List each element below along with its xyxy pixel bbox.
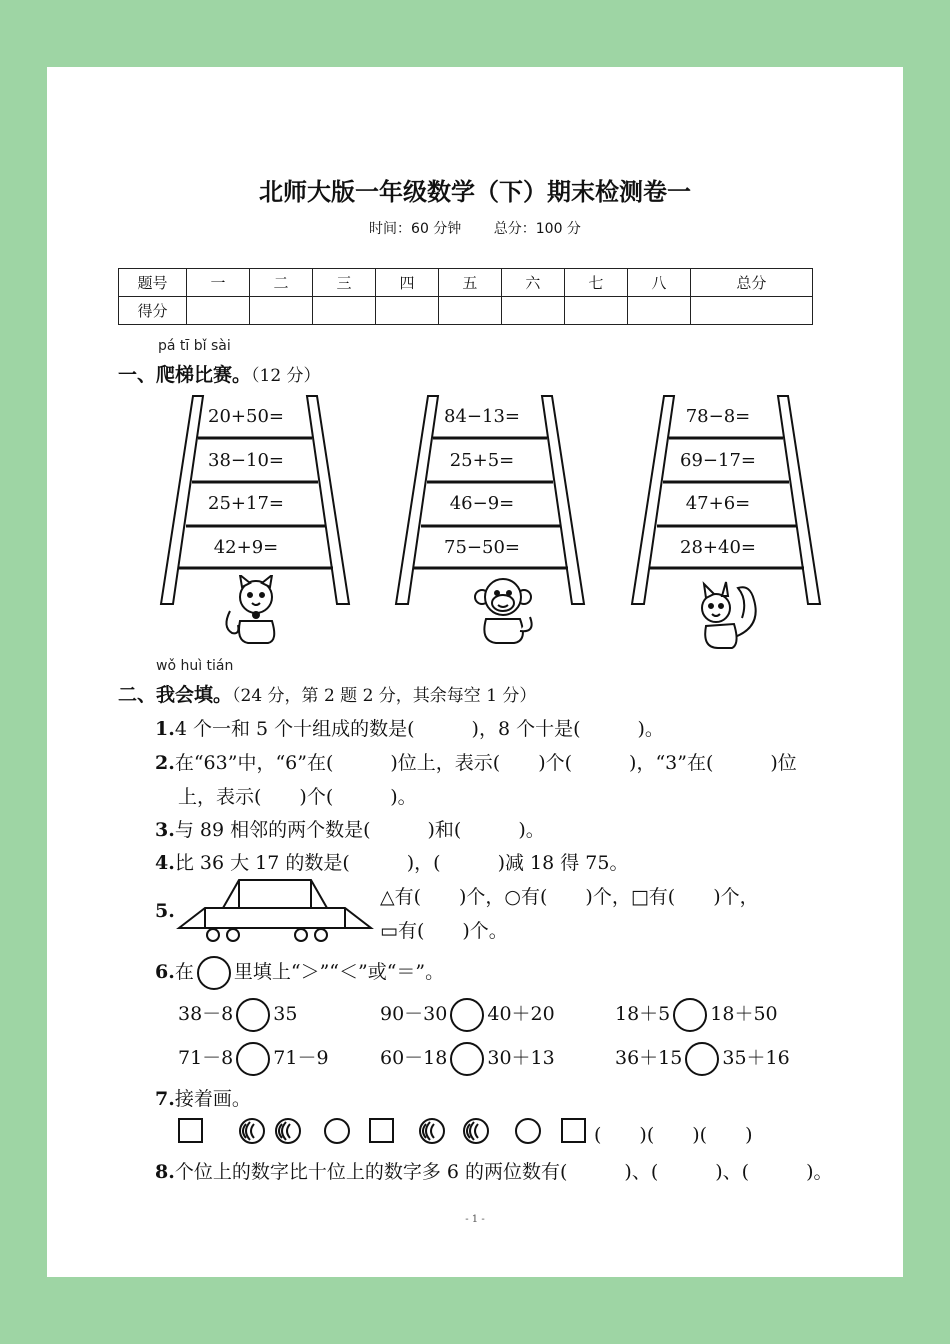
ladder1-rung: 38−10= — [208, 450, 284, 471]
score-header-cell: 八 — [627, 269, 690, 297]
question-2-line2: 上，表示( )个( )。 — [178, 786, 417, 808]
question-7 — [155, 1084, 251, 1111]
score-header-cell: 四 — [375, 269, 438, 297]
page-number: - 1 - — [465, 1214, 485, 1225]
score-input-cell[interactable] — [564, 297, 627, 325]
square-icon — [179, 1119, 202, 1142]
score-input-cell[interactable] — [312, 297, 375, 325]
question-text: 在“63”中，“6”在( )位上，表示( )个( )，“3”在( )位 — [174, 752, 797, 774]
car-shape-figure — [175, 876, 375, 944]
score-header-cell: 七 — [564, 269, 627, 297]
score-table-score-row — [119, 297, 813, 325]
answer-circle[interactable] — [685, 1042, 719, 1076]
question-5-line1: △有( )个，○有( )个，□有( )个， — [380, 886, 759, 908]
compare-item: 36＋15 35＋16 — [615, 1042, 790, 1076]
question-5-number: 5. — [155, 900, 175, 922]
monkey-icon — [468, 575, 538, 647]
section1-heading — [118, 360, 321, 387]
ladder3-rung: 47+6= — [685, 493, 751, 514]
score-header-cell: 五 — [438, 269, 501, 297]
score-header-cell: 一 — [187, 269, 250, 297]
score-input-cell[interactable] — [375, 297, 438, 325]
score-input-cell[interactable] — [690, 297, 812, 325]
swirl-circle-icon — [464, 1119, 488, 1143]
exam-info — [0, 218, 950, 238]
question-text: 接着画。 — [174, 1088, 251, 1110]
compare-item: 90－30 40＋20 — [380, 998, 555, 1032]
circle-icon — [516, 1119, 540, 1143]
swirl-circle-icon — [240, 1119, 264, 1143]
question-1 — [155, 714, 664, 741]
circle-icon — [197, 956, 231, 990]
score-header-cell: 二 — [249, 269, 312, 297]
question-7-blanks[interactable]: ( )( )( ) — [594, 1124, 753, 1146]
question-number: 7. — [155, 1088, 175, 1110]
ladder1-rung: 20+50= — [208, 406, 284, 427]
swirl-circle-icon — [276, 1119, 300, 1143]
question-3 — [155, 815, 545, 842]
total-score: 总分：100 分 — [493, 221, 581, 237]
square-icon — [562, 1119, 585, 1142]
question-4 — [155, 848, 628, 875]
ladder3-rung: 69−17= — [680, 450, 756, 471]
section2-heading — [118, 680, 536, 707]
score-input-cell[interactable] — [627, 297, 690, 325]
ladder2-rung: 75−50= — [444, 537, 520, 558]
ladder3-rung: 78−8= — [685, 406, 751, 427]
ladder2-rung: 46−9= — [449, 493, 515, 514]
question-8 — [155, 1157, 833, 1184]
score-header-cell: 六 — [501, 269, 564, 297]
question-text: 与 89 相邻的两个数是( )和( )。 — [174, 819, 545, 841]
section2-points: （24 分，第 2 题 2 分，其余每空 1 分） — [232, 686, 537, 706]
question-number: 4. — [155, 852, 175, 874]
question-2 — [155, 748, 797, 775]
ladder1-rung: 25+17= — [208, 493, 284, 514]
question-number: 1. — [155, 718, 175, 740]
circle-icon — [325, 1119, 349, 1143]
section1-points: （12 分） — [251, 366, 321, 386]
question-6: 6.在 里填上“＞”“＜”或“＝”。 — [155, 956, 444, 990]
compare-item: 71－8 71－9 — [178, 1042, 329, 1076]
answer-circle[interactable] — [673, 998, 707, 1032]
question-number: 8. — [155, 1161, 175, 1183]
ladder2-rung: 25+5= — [449, 450, 515, 471]
ladder2-rung: 84−13= — [444, 406, 520, 427]
squirrel-icon — [692, 578, 762, 652]
question-text: 4 个一和 5 个十组成的数是( )，8 个十是( )。 — [174, 718, 664, 740]
question-number: 2. — [155, 752, 175, 774]
answer-circle[interactable] — [236, 998, 270, 1032]
section1-pinyin: pá tī bǐ sài — [158, 338, 231, 354]
section2-pinyin: wǒ huì tián — [156, 658, 234, 674]
compare-item: 18＋5 18＋50 — [615, 998, 778, 1032]
score-row-label: 得分 — [119, 297, 187, 325]
question-text: 个位上的数字比十位上的数字多 6 的两位数有( )、( )、( )。 — [174, 1161, 833, 1183]
answer-circle[interactable] — [450, 998, 484, 1032]
ladder1-rung: 42+9= — [213, 537, 279, 558]
section1-title: 一、爬梯比赛。 — [118, 364, 252, 386]
score-input-cell[interactable] — [501, 297, 564, 325]
square-icon — [370, 1119, 393, 1142]
cat-icon — [218, 575, 286, 647]
compare-item: 38－8 35 — [178, 998, 297, 1032]
score-table — [118, 268, 813, 325]
score-input-cell[interactable] — [187, 297, 250, 325]
question-5-line2: ▭有( )个。 — [380, 920, 508, 942]
section2-title: 二、我会填。 — [118, 684, 233, 706]
swirl-circle-icon — [420, 1119, 444, 1143]
score-table-header-row — [119, 269, 813, 297]
question-number: 3. — [155, 819, 175, 841]
page-title: 北师大版一年级数学（下）期末检测卷一 — [259, 178, 691, 206]
score-input-cell[interactable] — [249, 297, 312, 325]
answer-circle[interactable] — [450, 1042, 484, 1076]
time-limit: 时间：60 分钟 — [369, 221, 462, 237]
compare-item: 60－18 30＋13 — [380, 1042, 555, 1076]
score-input-cell[interactable] — [438, 297, 501, 325]
pattern-sequence — [176, 1116, 596, 1146]
question-number: 6. — [155, 961, 175, 983]
score-header-cell: 三 — [312, 269, 375, 297]
question-text: 比 36 大 17 的数是( )，( )减 18 得 75。 — [174, 852, 629, 874]
answer-circle[interactable] — [236, 1042, 270, 1076]
score-header-cell: 总分 — [690, 269, 812, 297]
ladder3-rung: 28+40= — [680, 537, 756, 558]
score-header-cell: 题号 — [119, 269, 187, 297]
